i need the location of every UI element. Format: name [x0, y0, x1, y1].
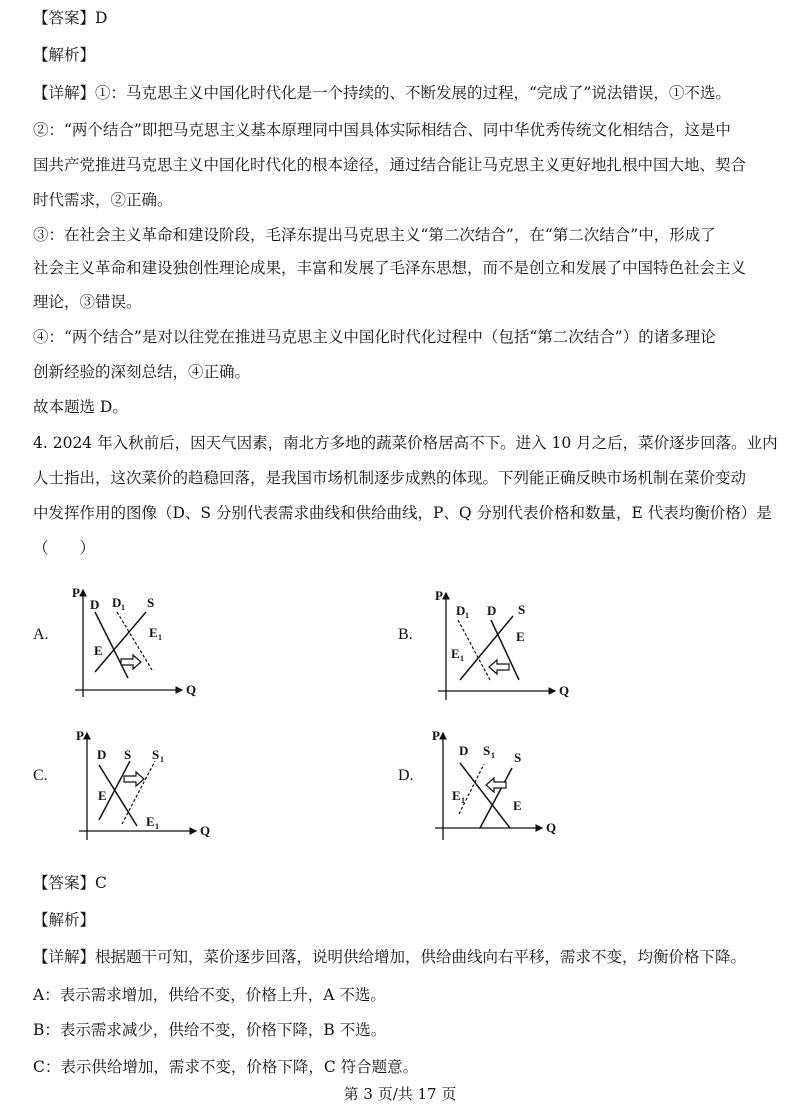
diagram-label: S	[514, 750, 522, 765]
diagram-label: D	[459, 743, 469, 758]
diagram-label: E	[451, 646, 460, 661]
question-line: 中发挥作用的图像（D、S 分别代表需求曲线和供给曲线，P、Q 分别代表价格和数量，E 代表均衡价格）是	[33, 504, 772, 522]
detail-line: 时代需求，②正确。	[33, 191, 173, 209]
detail-line: 【详解】①：马克思主义中国化时代化是一个持续的、不断发展的过程，“完成了”说法错误，①不选。	[33, 84, 731, 102]
diagram-label: S	[124, 747, 132, 762]
page-footer: 第 3 页/共 17 页	[343, 1085, 457, 1103]
diagram-label: 1	[121, 603, 125, 612]
diagram-label: D	[456, 603, 466, 618]
diagram-label: Q	[559, 683, 570, 698]
diagram-label: E	[146, 814, 155, 829]
detail-line: 理论，③错误。	[33, 293, 142, 311]
diagram-label: S	[483, 743, 491, 758]
option-b-label: B.	[398, 626, 413, 643]
diagram-a	[70, 585, 200, 705]
detail-line: 国共产党推进马克思主义中国化时代化的根本途径，通过结合能让马克思主义更好地扎根中国大地、契合	[33, 156, 747, 174]
question-line: 4. 2024 年入秋前后，因天气因素，南北方多地的蔬菜价格居高不下。进入 10 月之后，菜价逐步回落。业内	[33, 434, 778, 452]
detail-line: ④：“两个结合”是对以往党在推进马克思主义中国化时代化过程中（包括“第二次结合”）的诸多理论	[33, 328, 716, 346]
arrow-right-icon	[124, 772, 144, 786]
detail-line: A：表示需求增加，供给不变，价格上升，A 不选。	[33, 986, 386, 1004]
diagram-label: P	[432, 728, 440, 743]
diagram-label: P	[76, 728, 84, 743]
diagram-label: E	[513, 798, 522, 813]
diagram-label: 1	[461, 796, 465, 805]
question-line: 人士指出，这次菜价的趋稳回落，是我国市场机制逐步成熟的体现。下列能正确反映市场机制在菜价变动	[33, 469, 747, 487]
question-blank: （ ）	[33, 539, 96, 557]
option-a-label: A.	[33, 626, 49, 643]
diagram-label: 1	[491, 751, 495, 760]
diagram-label: 1	[155, 822, 159, 831]
detail-line: 创新经验的深刻总结，④正确。	[33, 363, 251, 381]
detail-line: C：表示供给增加，需求不变，价格下降，C 符合题意。	[33, 1058, 419, 1076]
diagram-label: E	[94, 643, 103, 658]
diagram-label: 1	[160, 755, 164, 764]
analysis-heading: 【解析】	[33, 46, 96, 64]
diagram-label: E	[452, 788, 461, 803]
diagram-label: E	[149, 625, 158, 640]
diagram-label: Q	[546, 820, 557, 835]
detail-line: ③：在社会主义革命和建设阶段，毛泽东提出马克思主义“第二次结合”，在“第二次结合”中，形成了	[33, 226, 716, 244]
option-c-label: C.	[33, 767, 48, 784]
diagram-label: S	[152, 747, 160, 762]
arrow-left-icon	[486, 778, 506, 792]
diagram-label: P	[435, 588, 443, 603]
diagram-label: D	[97, 747, 107, 762]
answer-line: 【答案】D	[33, 9, 108, 27]
option-d-label: D.	[398, 767, 414, 784]
diagram-label: E	[98, 788, 107, 803]
diagram-label: Q	[200, 823, 211, 838]
diagram-c	[74, 728, 214, 848]
arrow-right-icon	[121, 655, 141, 669]
conclusion-line: 故本题选 D。	[33, 398, 128, 416]
diagram-label: 1	[460, 654, 464, 663]
detail-line: 【详解】根据题干可知，菜价逐步回落，说明供给增加，供给曲线向右平移，需求不变，均衡价格下降。	[33, 948, 747, 966]
diagram-label: 1	[158, 633, 162, 642]
diagram-label: S	[518, 602, 526, 617]
diagram-label: D	[487, 603, 497, 618]
diagram-label: S	[147, 595, 155, 610]
diagram-label: D	[112, 595, 122, 610]
answer-line-2: 【答案】C	[33, 874, 107, 892]
diagram-label: P	[72, 585, 80, 600]
detail-line: 社会主义革命和建设独创性理论成果，丰富和发展了毛泽东思想，而不是创立和发展了中国特色社会主义	[33, 259, 747, 277]
supply-curve	[480, 768, 512, 828]
diagram-d	[430, 728, 570, 848]
detail-line: ②：“两个结合”即把马克思主义基本原理同中国具体实际相结合、同中华优秀传统文化相结合，这是中	[33, 121, 731, 139]
diagram-label: D	[90, 597, 100, 612]
diagram-label: E	[516, 629, 525, 644]
analysis-heading-2: 【解析】	[33, 911, 96, 929]
diagram-label: Q	[186, 682, 197, 697]
arrow-left-icon	[489, 660, 509, 674]
detail-line: B：表示需求减少，供给不变，价格下降，B 不选。	[33, 1021, 387, 1039]
diagram-b	[433, 588, 573, 708]
diagram-label: 1	[465, 611, 469, 620]
